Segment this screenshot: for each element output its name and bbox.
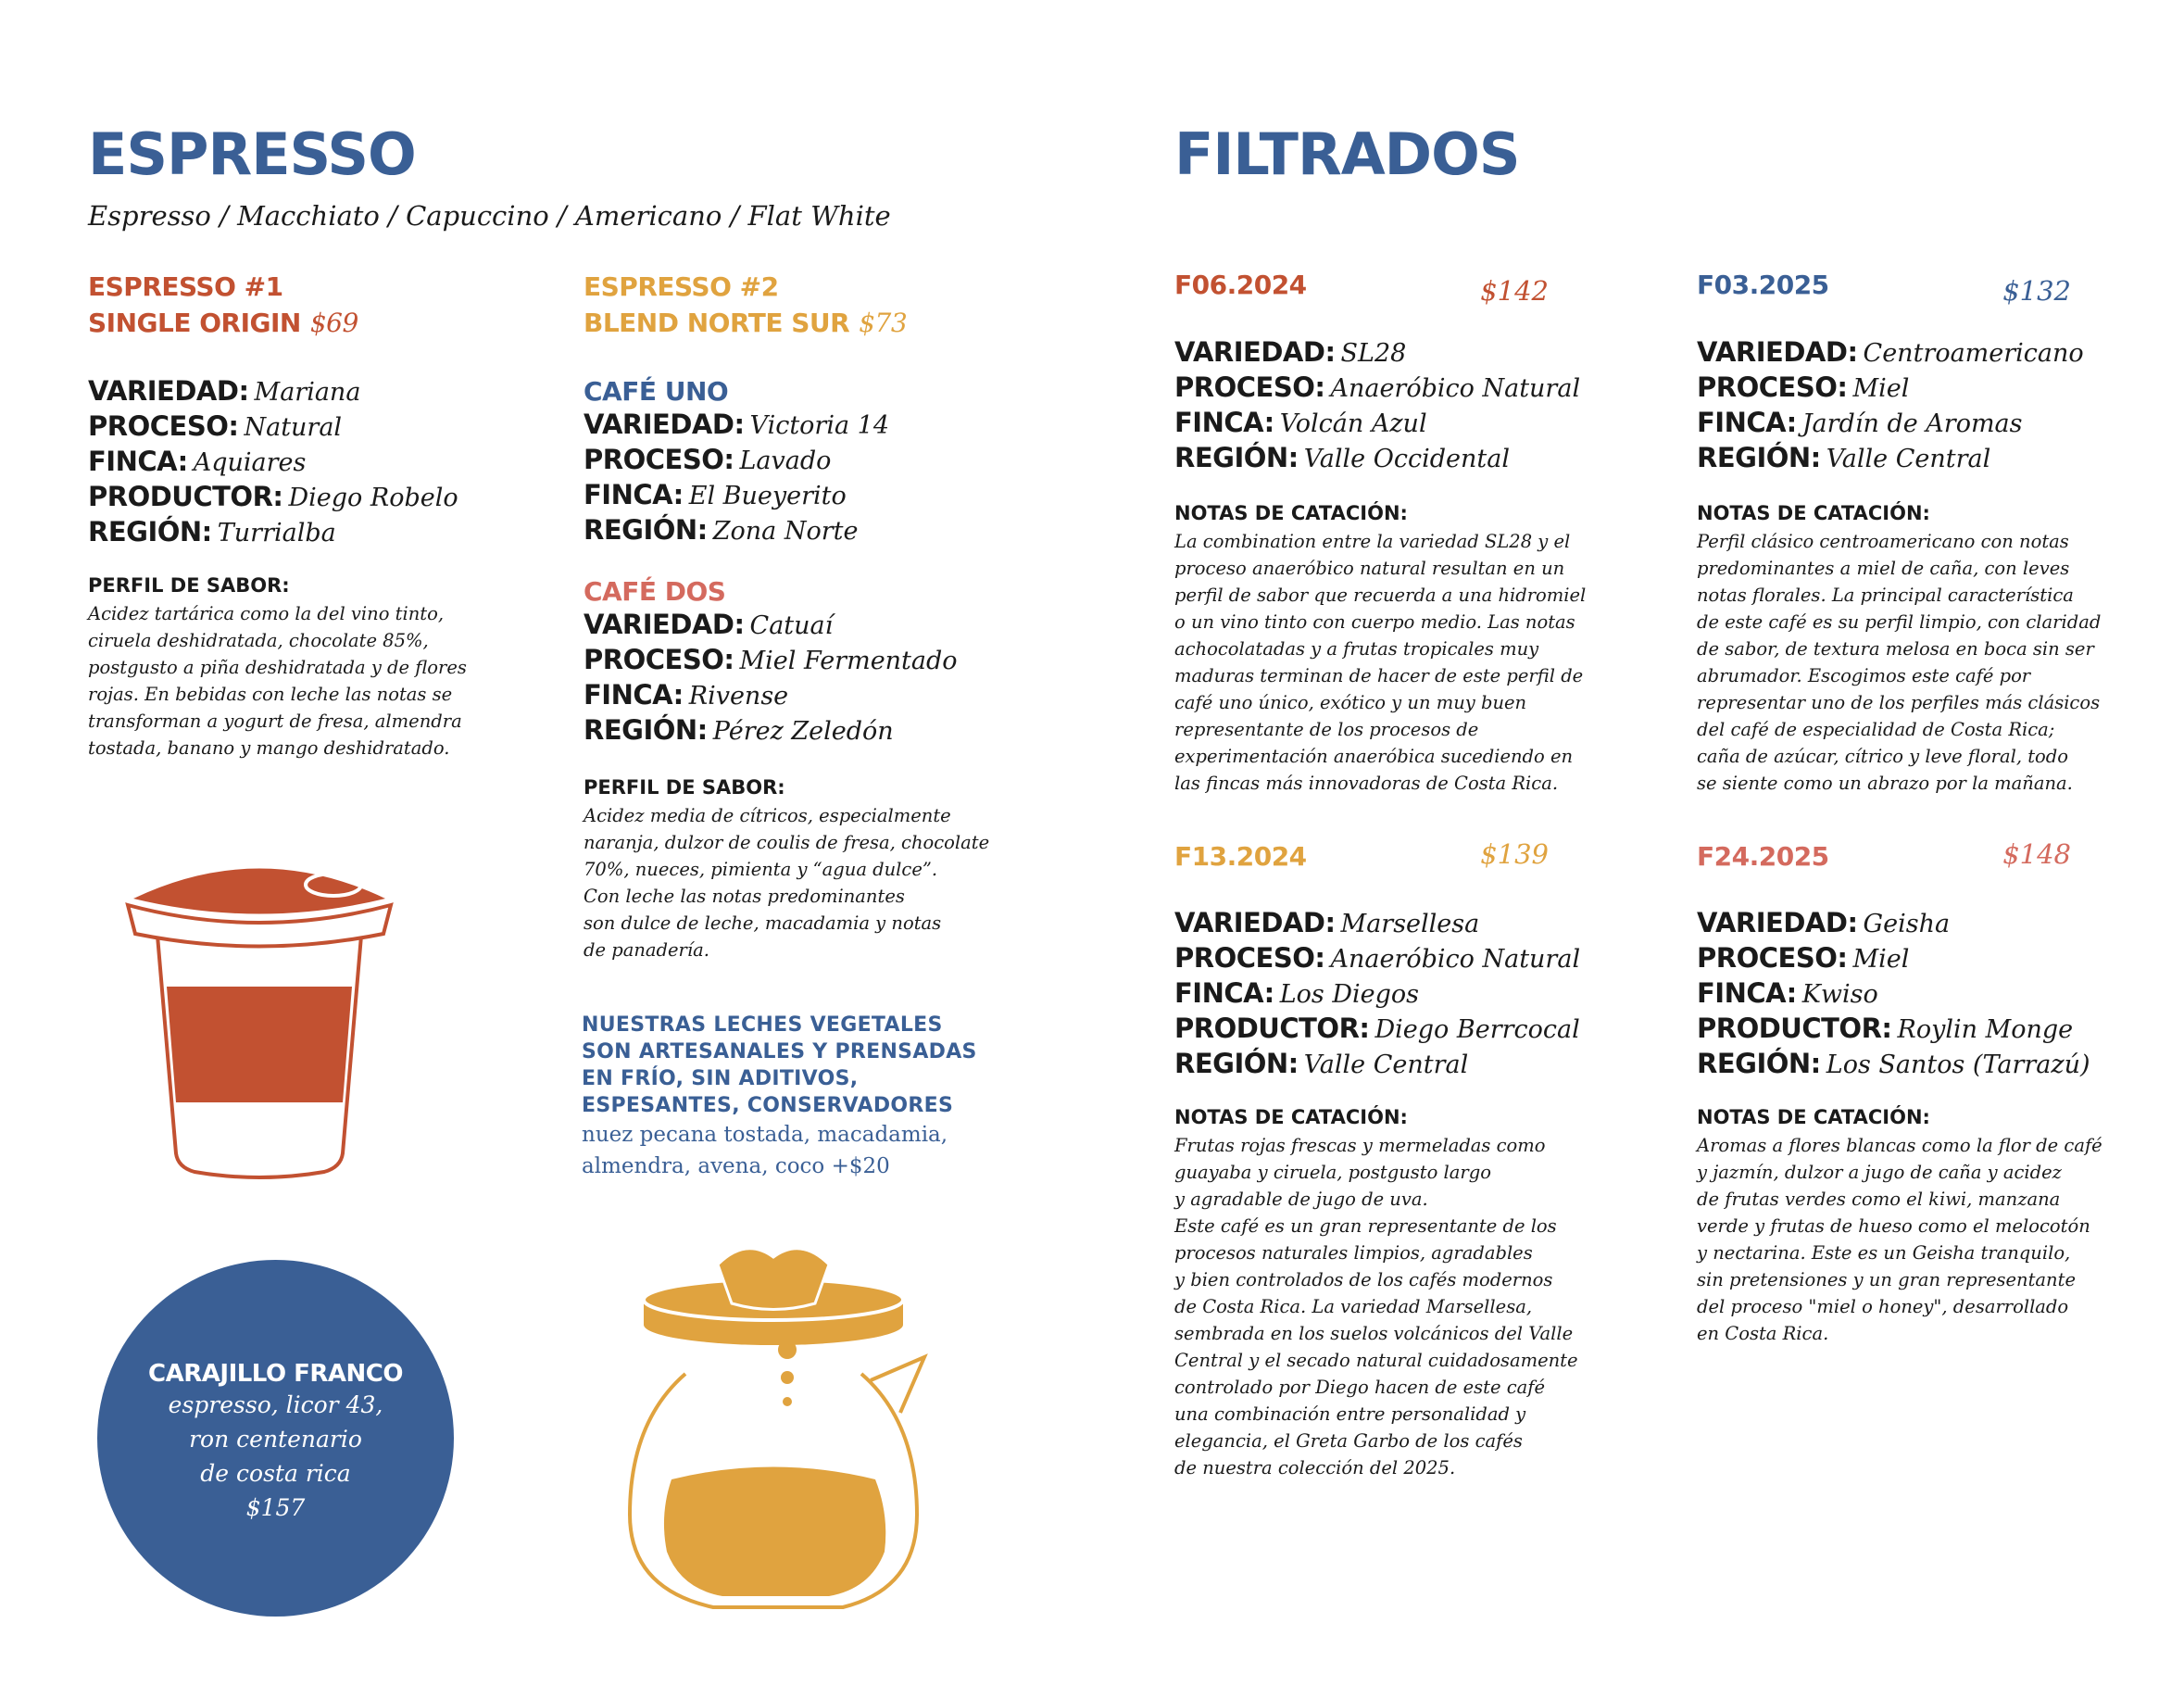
spec-key: FINCA: bbox=[88, 446, 188, 477]
note-line: caña de azúcar, cítrico y leve floral, todo bbox=[1697, 746, 2069, 767]
filtrado-notes-heading: NOTAS DE CATACIÓN: bbox=[1697, 502, 1930, 524]
spec-key: PRODUCTOR: bbox=[88, 481, 283, 512]
carajillo-badge bbox=[97, 1260, 454, 1617]
espresso-1-specs bbox=[88, 374, 458, 550]
leches-text-line: almendra, avena, coco +$20 bbox=[582, 1154, 890, 1178]
espresso-2-blend: BLEND NORTE SUR bbox=[584, 308, 850, 338]
spec-key: REGIÓN: bbox=[88, 516, 212, 547]
filtrado-price: $132 bbox=[2002, 275, 2071, 307]
note-line: o un vino tinto con cuerpo medio. Las notas bbox=[1174, 611, 1575, 633]
note-line: rojas. En bebidas con leche las notas se bbox=[88, 684, 453, 705]
note-line: guayaba y ciruela, postgusto largo bbox=[1174, 1162, 1491, 1183]
note-line: proceso anaeróbico natural resultan en un bbox=[1174, 558, 1565, 579]
note-line: postgusto a piña deshidratada y de flores bbox=[88, 657, 467, 678]
filtrado-notes bbox=[1174, 528, 1586, 797]
spec-key: FINCA: bbox=[584, 679, 684, 711]
spec-key: VARIEDAD: bbox=[584, 609, 745, 640]
carajillo-line: espresso, licor 43, bbox=[168, 1391, 383, 1418]
leches-heading-line: SON ARTESANALES Y PRENSADAS bbox=[582, 1040, 977, 1063]
spec-key: FINCA: bbox=[584, 479, 684, 510]
spec-value: Turrialba bbox=[217, 519, 336, 547]
spec-value: Natural bbox=[244, 413, 343, 442]
note-line: maduras terminan de hacer de este perfil de bbox=[1174, 665, 1584, 686]
filtrado-notes bbox=[1174, 1132, 1578, 1481]
note-line: verde y frutas de hueso como el melocotón bbox=[1697, 1215, 2090, 1237]
note-line: naranja, dulzor de coulis de fresa, chocolate bbox=[584, 832, 990, 853]
note-line: Con leche las notas predominantes bbox=[584, 886, 905, 907]
note-line: de sabor, de textura melosa en boca sin ser bbox=[1697, 638, 2094, 660]
spec-value: Centroamericano bbox=[1863, 339, 2084, 368]
note-line: una combinación entre personalidad y bbox=[1174, 1403, 1526, 1425]
note-line: transforman a yogurt de fresa, almendra bbox=[88, 711, 462, 732]
spec-key: REGIÓN: bbox=[584, 514, 708, 546]
spec-value: Mariana bbox=[254, 378, 361, 407]
spec-key: FINCA: bbox=[1174, 977, 1274, 1009]
note-line: sembrada en los suelos volcánicos del Valle bbox=[1174, 1323, 1574, 1344]
leches-text-line: nuez pecana tostada, macadamia, bbox=[582, 1123, 948, 1147]
note-line: procesos naturales limpios, agradables bbox=[1174, 1242, 1533, 1264]
espresso-1-notes-heading: PERFIL DE SABOR: bbox=[88, 574, 290, 597]
spec-value: Miel bbox=[1852, 374, 1910, 403]
spec-value: Valle Occidental bbox=[1303, 445, 1510, 473]
spec-value: Diego Robelo bbox=[288, 484, 458, 512]
filtrado-notes-heading: NOTAS DE CATACIÓN: bbox=[1174, 1106, 1408, 1128]
spec-value: Aquiares bbox=[193, 448, 307, 477]
spec-value: Anaeróbico Natural bbox=[1330, 945, 1581, 974]
note-line: abrumador. Escogimos este café por bbox=[1697, 665, 2031, 686]
spec-value: Jardín de Aromas bbox=[1801, 409, 2023, 438]
carajillo-line: de costa rica bbox=[200, 1460, 351, 1487]
spec-key: PROCESO: bbox=[1697, 371, 1848, 403]
carajillo-name: CARAJILLO FRANCO bbox=[148, 1360, 403, 1388]
spec-key: PROCESO: bbox=[88, 410, 239, 442]
espresso-1-price: $69 bbox=[309, 308, 358, 338]
note-line: representar uno de los perfiles más clásicos bbox=[1697, 692, 2101, 713]
note-line: y agradable de jugo de uva. bbox=[1174, 1189, 1428, 1210]
spec-key: FINCA: bbox=[1697, 407, 1797, 438]
leches-block bbox=[582, 1012, 977, 1182]
filtrado-notes bbox=[1697, 528, 2101, 797]
note-line: controlado por Diego hacen de este café bbox=[1174, 1377, 1546, 1398]
note-line: Acidez tartárica como la del vino tinto, bbox=[88, 603, 445, 624]
note-line: Aromas a flores blancas como la flor de café bbox=[1697, 1135, 2102, 1156]
spec-value: Victoria 14 bbox=[749, 411, 890, 440]
spec-value: Rivense bbox=[688, 682, 789, 711]
filtrado-code: F13.2024 bbox=[1174, 841, 1307, 872]
espresso-2-price: $73 bbox=[859, 308, 908, 338]
espresso-1-subtitle bbox=[88, 305, 358, 341]
filtrado-specs bbox=[1174, 906, 1580, 1082]
note-line: sin pretensiones y un gran representante bbox=[1697, 1269, 2076, 1290]
spec-key: PROCESO: bbox=[1174, 371, 1325, 403]
spec-value: Catuaí bbox=[749, 611, 834, 640]
spec-key: VARIEDAD: bbox=[1174, 907, 1336, 938]
spec-value: Diego Berrcocal bbox=[1374, 1015, 1580, 1044]
note-line: se siente como un abrazo por la mañana. bbox=[1697, 773, 2073, 794]
carajillo-line: ron centenario bbox=[189, 1426, 362, 1453]
spec-key: PRODUCTOR: bbox=[1697, 1013, 1892, 1044]
note-line: las fincas más innovadoras de Costa Rica. bbox=[1174, 773, 1559, 794]
filtrado-price: $142 bbox=[1480, 275, 1549, 307]
note-line: y jazmín, dulzor a jugo de caña y acidez bbox=[1697, 1162, 2062, 1183]
note-line: elegancia, el Greta Garbo de los cafés bbox=[1174, 1430, 1523, 1452]
note-line: de nuestra colección del 2025. bbox=[1174, 1457, 1456, 1478]
note-line: del café de especialidad de Costa Rica; bbox=[1697, 719, 2055, 740]
filtrado-specs bbox=[1697, 906, 2090, 1082]
spec-value: Valle Central bbox=[1303, 1051, 1469, 1079]
spec-value: SL28 bbox=[1340, 339, 1407, 368]
leches-heading-line: NUESTRAS LECHES VEGETALES bbox=[582, 1013, 943, 1037]
note-line: perfil de sabor que recuerda a una hidromiel bbox=[1174, 585, 1587, 606]
filtrado-notes-heading: NOTAS DE CATACIÓN: bbox=[1174, 502, 1408, 524]
spec-key: FINCA: bbox=[1697, 977, 1797, 1009]
note-line: del proceso "miel o honey", desarrollado bbox=[1697, 1296, 2069, 1317]
spec-key: VARIEDAD: bbox=[584, 409, 745, 440]
note-line: Acidez media de cítricos, especialmente bbox=[584, 805, 951, 826]
note-line: 70%, nueces, pimienta y “agua dulce”. bbox=[584, 859, 938, 880]
spec-value: Kwiso bbox=[1801, 980, 1878, 1009]
leches-heading-line: EN FRÍO, SIN ADITIVOS, bbox=[582, 1067, 859, 1090]
note-line: representante de los procesos de bbox=[1174, 719, 1479, 740]
cafe-dos-heading: CAFÉ DOS bbox=[584, 576, 726, 607]
note-line: achocolatadas y a frutas tropicales muy bbox=[1174, 638, 1539, 660]
note-line: de Costa Rica. La variedad Marsellesa, bbox=[1174, 1296, 1533, 1317]
spec-value: Anaeróbico Natural bbox=[1330, 374, 1581, 403]
espresso-1-title: ESPRESSO #1 bbox=[88, 271, 283, 302]
chemex-pourover-icon bbox=[611, 1237, 935, 1630]
filtrado-code: F24.2025 bbox=[1697, 841, 1829, 872]
filtrado-notes-heading: NOTAS DE CATACIÓN: bbox=[1697, 1106, 1930, 1128]
note-line: y nectarina. Este es un Geisha tranquilo, bbox=[1697, 1242, 2071, 1264]
coffee-cup-icon bbox=[120, 848, 398, 1186]
spec-key: REGIÓN: bbox=[1697, 442, 1821, 473]
spec-value: Zona Norte bbox=[712, 517, 859, 546]
spec-key: REGIÓN: bbox=[1174, 1048, 1299, 1079]
spec-value: Geisha bbox=[1863, 910, 1951, 938]
spec-key: VARIEDAD: bbox=[1697, 336, 1858, 368]
spec-value: Miel bbox=[1852, 945, 1910, 974]
filtrado-code: F06.2024 bbox=[1174, 270, 1307, 300]
espresso-1-origin: SINGLE ORIGIN bbox=[88, 308, 301, 338]
spec-value: Pérez Zeledón bbox=[712, 717, 894, 746]
spec-key: VARIEDAD: bbox=[88, 375, 249, 407]
filtrado-code: F03.2025 bbox=[1697, 270, 1829, 300]
spec-value: Roylin Monge bbox=[1897, 1015, 2074, 1044]
espresso-heading: ESPRESSO bbox=[88, 120, 416, 188]
filtrados-heading: FILTRADOS bbox=[1174, 120, 1520, 188]
note-line: y bien controlados de los cafés modernos bbox=[1174, 1269, 1553, 1290]
filtrado-price: $139 bbox=[1480, 838, 1549, 870]
spec-key: REGIÓN: bbox=[1174, 442, 1299, 473]
cafe-uno-heading: CAFÉ UNO bbox=[584, 376, 729, 407]
spec-key: PROCESO: bbox=[1697, 942, 1848, 974]
spec-key: PROCESO: bbox=[1174, 942, 1325, 974]
espresso-2-title: ESPRESSO #2 bbox=[584, 271, 779, 302]
spec-key: VARIEDAD: bbox=[1174, 336, 1336, 368]
filtrado-notes bbox=[1697, 1132, 2102, 1347]
note-line: experimentación anaeróbica sucediendo en bbox=[1174, 746, 1574, 767]
note-line: de frutas verdes como el kiwi, manzana bbox=[1697, 1189, 2061, 1210]
espresso-subtitle: Espresso / Macchiato / Capuccino / Americano / Flat White bbox=[88, 200, 891, 232]
note-line: de este café es su perfil limpio, con claridad bbox=[1697, 611, 2102, 633]
espresso-1-notes bbox=[88, 600, 467, 761]
note-line: Frutas rojas frescas y mermeladas como bbox=[1174, 1135, 1546, 1156]
espresso-1-block bbox=[88, 269, 358, 341]
spec-key: REGIÓN: bbox=[584, 714, 708, 746]
filtrado-specs bbox=[1174, 335, 1580, 476]
note-line: en Costa Rica. bbox=[1697, 1323, 1829, 1344]
spec-key: REGIÓN: bbox=[1697, 1048, 1821, 1079]
note-line: tostada, banano y mango deshidratado. bbox=[88, 737, 450, 759]
filtrado-specs bbox=[1697, 335, 2084, 476]
spec-value: Volcán Azul bbox=[1279, 409, 1427, 438]
note-line: de panadería. bbox=[584, 939, 709, 961]
cafe-dos-specs bbox=[584, 608, 958, 749]
spec-value: Marsellesa bbox=[1340, 910, 1480, 938]
spec-key: PROCESO: bbox=[584, 644, 734, 675]
note-line: son dulce de leche, macadamia y notas bbox=[584, 912, 942, 934]
note-line: café uno único, exótico y un muy buen bbox=[1174, 692, 1527, 713]
note-line: predominantes a miel de caña, con leves bbox=[1697, 558, 2070, 579]
cafe-uno-specs bbox=[584, 408, 889, 548]
note-line: Este café es un gran representante de los bbox=[1174, 1215, 1557, 1237]
carajillo-price: $157 bbox=[245, 1494, 306, 1521]
note-line: Central y el secado natural cuidadosamente bbox=[1174, 1350, 1578, 1371]
spec-value: Miel Fermentado bbox=[739, 647, 958, 675]
spec-value: Los Santos (Tarrazú) bbox=[1826, 1051, 2090, 1079]
spec-key: PRODUCTOR: bbox=[1174, 1013, 1370, 1044]
spec-key: FINCA: bbox=[1174, 407, 1274, 438]
spec-value: Valle Central bbox=[1826, 445, 1991, 473]
espresso-2-notes bbox=[584, 802, 989, 963]
note-line: notas florales. La principal característica bbox=[1697, 585, 2074, 606]
note-line: La combination entre la variedad SL28 y el bbox=[1174, 531, 1571, 552]
espresso-2-block bbox=[584, 269, 907, 341]
leches-heading-line: ESPESANTES, CONSERVADORES bbox=[582, 1094, 954, 1117]
spec-value: Los Diegos bbox=[1279, 980, 1420, 1009]
note-line: Perfil clásico centroamericano con notas bbox=[1697, 531, 2069, 552]
espresso-2-notes-heading: PERFIL DE SABOR: bbox=[584, 776, 785, 799]
spec-key: VARIEDAD: bbox=[1697, 907, 1858, 938]
espresso-2-subtitle bbox=[584, 305, 907, 341]
spec-key: PROCESO: bbox=[584, 444, 734, 475]
spec-value: El Bueyerito bbox=[688, 482, 847, 510]
note-line: ciruela deshidratada, chocolate 85%, bbox=[88, 630, 429, 651]
filtrado-price: $148 bbox=[2002, 838, 2071, 870]
spec-value: Lavado bbox=[739, 447, 832, 475]
